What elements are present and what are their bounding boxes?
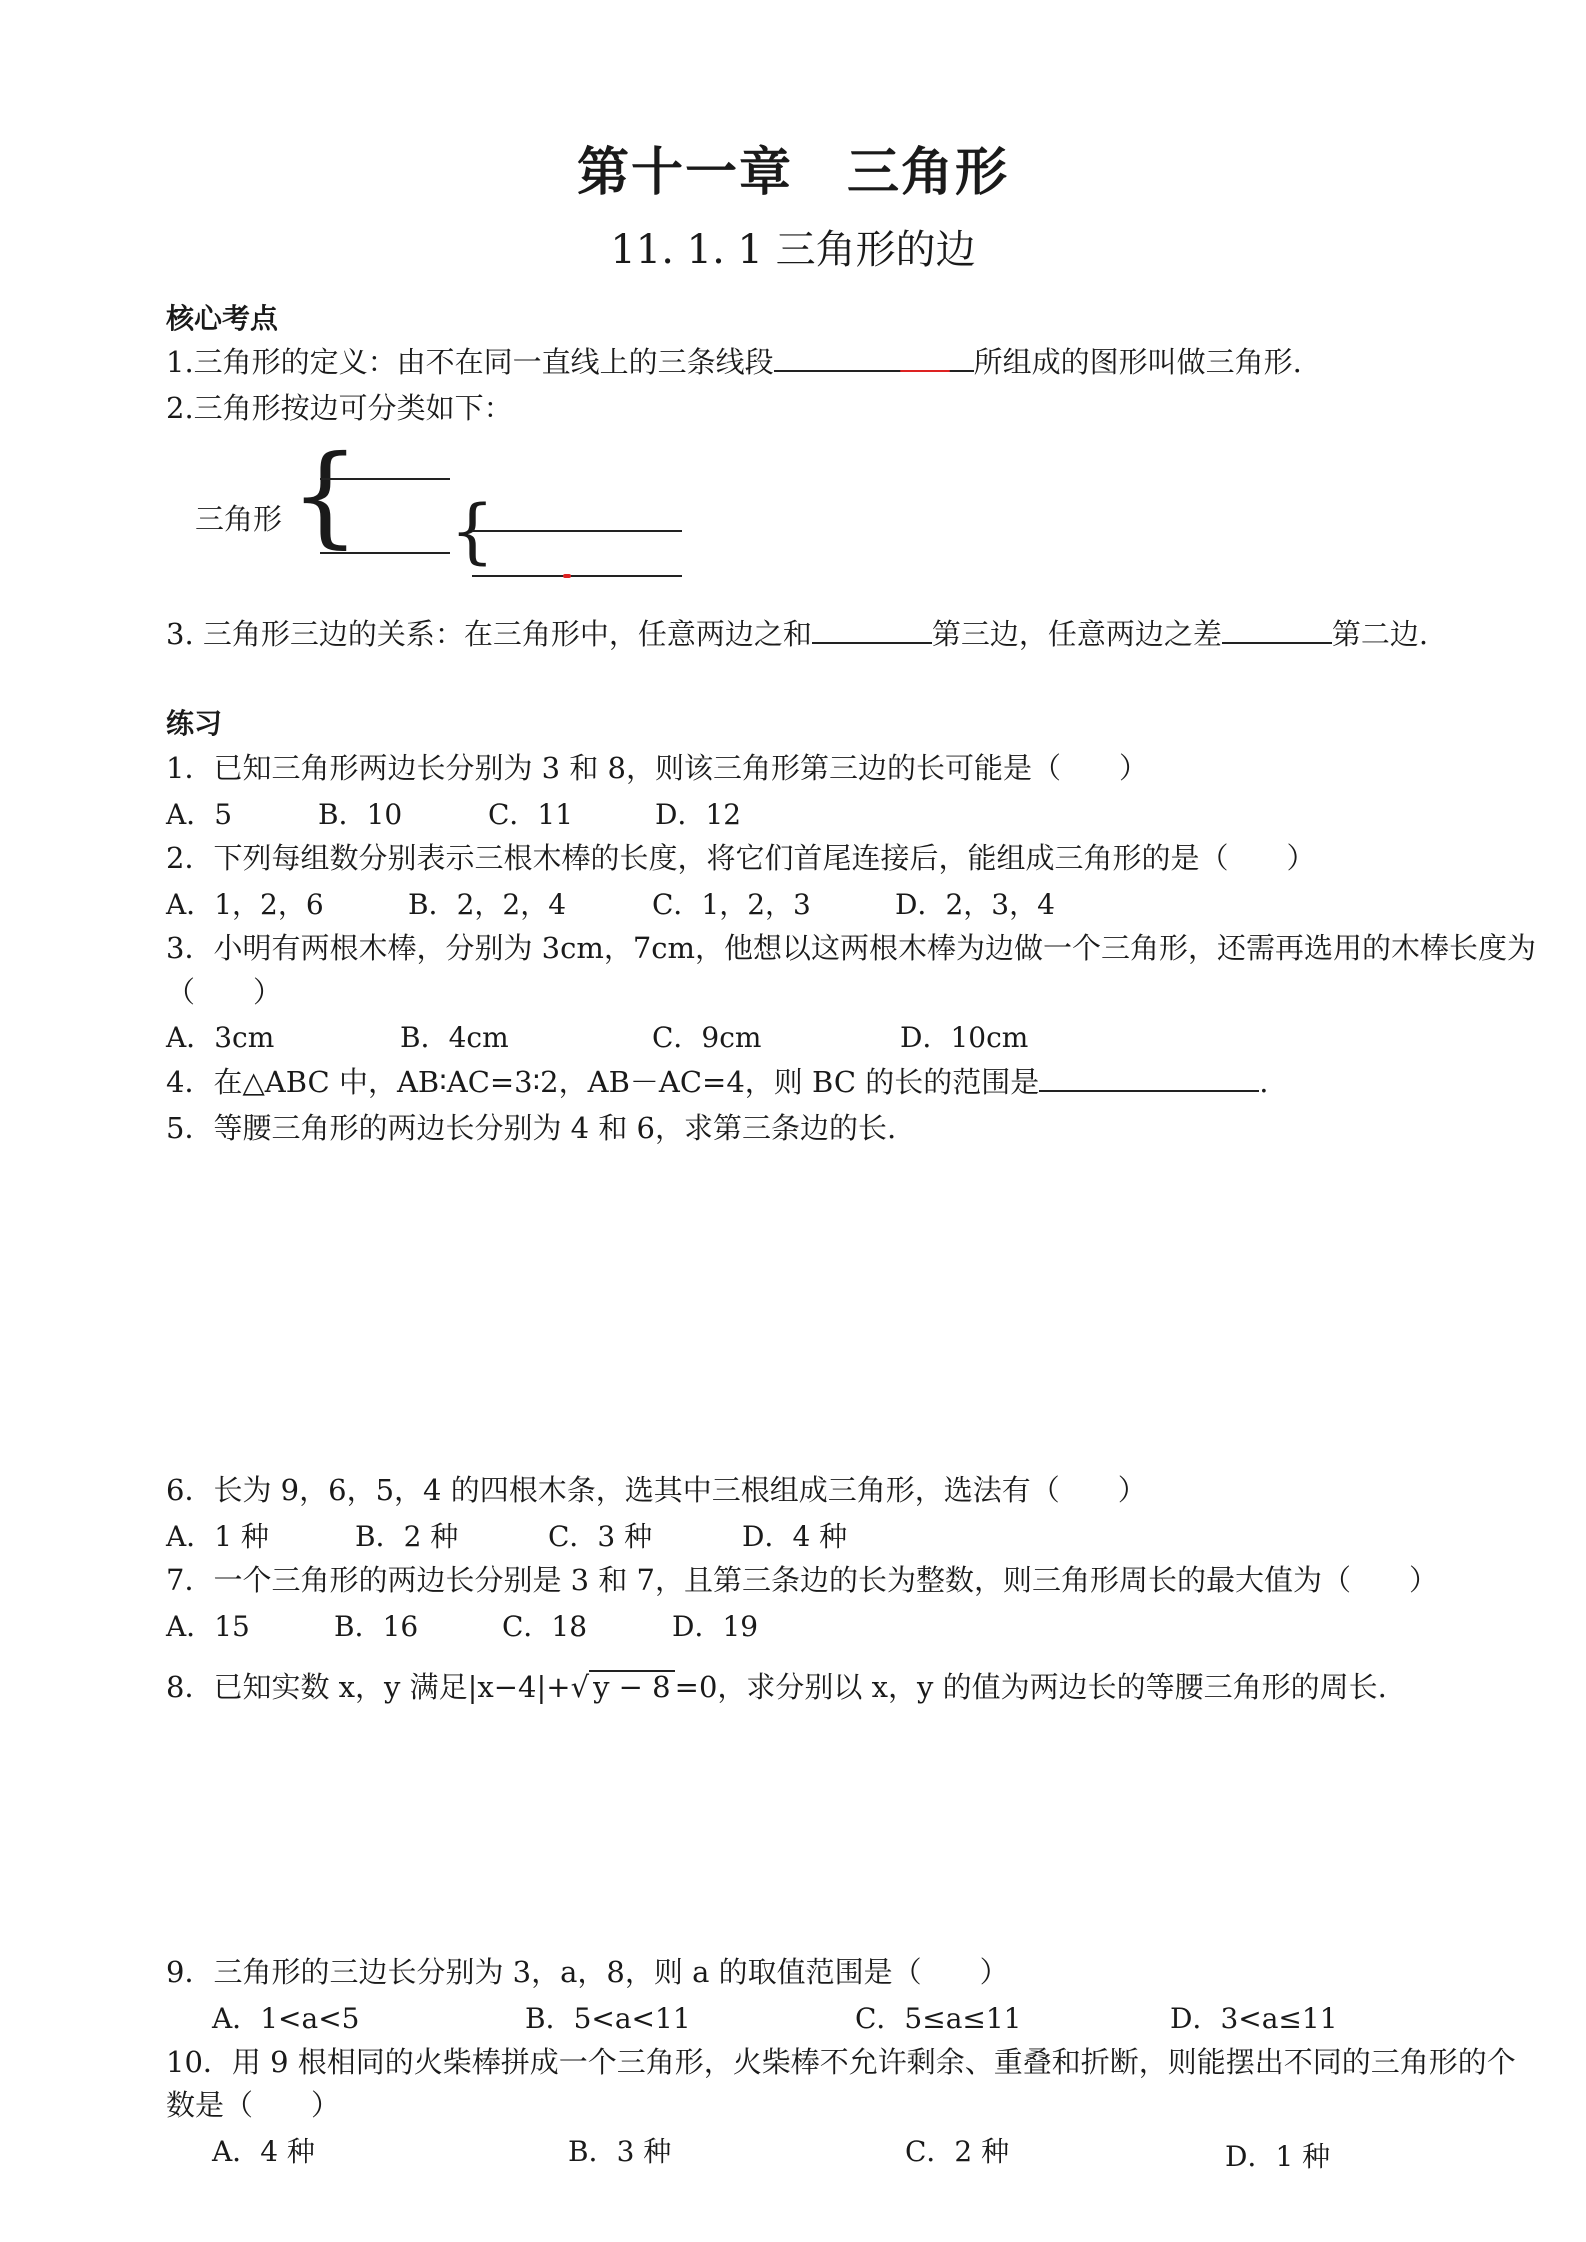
- brace-right: {: [450, 490, 495, 572]
- answer-blank[interactable]: [1222, 616, 1332, 644]
- question-8-suffix: =0，求分别以 x，y 的值为两边长的等腰三角形的周长.: [674, 1670, 1387, 1704]
- q9-option-d[interactable]: D．3<a≤11: [1170, 2002, 1338, 2035]
- q7-option-a[interactable]: A．15: [166, 1610, 250, 1643]
- q10-option-d[interactable]: D．1 种: [1225, 2140, 1331, 2173]
- question-3: 3．小明有两根木棒，分别为 3cm，7cm，他想以这两根木棒为边做一个三角形，还需再选用的木棒长度为: [166, 931, 1537, 965]
- q3-option-c[interactable]: C．9cm: [652, 1021, 762, 1054]
- question-1: 1．已知三角形两边长分别为 3 和 8，则该三角形第三边的长可能是（ ）: [166, 751, 1149, 785]
- core-point-3-mid: 第三边，任意两边之差: [931, 617, 1222, 651]
- question-5: 5．等腰三角形的两边长分别为 4 和 6，求第三条边的长.: [166, 1111, 897, 1145]
- q3-option-b[interactable]: B．4cm: [400, 1021, 509, 1054]
- question-10-line2: 数是（ ）: [166, 2088, 341, 2122]
- red-pen-mark: [563, 574, 571, 578]
- core-point-1-text: 1.三角形的定义：由不在同一直线上的三条线段: [166, 345, 774, 379]
- answer-blank[interactable]: [812, 616, 932, 644]
- brace-left: {: [290, 431, 360, 559]
- q1-option-a[interactable]: A．5: [166, 798, 233, 831]
- practice-heading: 练习: [166, 707, 223, 740]
- core-point-3-suffix: 第二边.: [1331, 617, 1429, 651]
- question-8: [166, 1665, 1387, 1706]
- question-4: [166, 1060, 1268, 1101]
- chapter-title: 第十一章 三角形: [576, 142, 1009, 203]
- classification-blank-3[interactable]: [472, 530, 682, 532]
- q9-option-c[interactable]: C．5≤a≤11: [855, 2002, 1022, 2035]
- question-8-text: 8．已知实数 x，y 满足|x−4|+: [166, 1670, 571, 1704]
- question-2: 2．下列每组数分别表示三根木棒的长度，将它们首尾连接后，能组成三角形的是（ ）: [166, 841, 1316, 875]
- tree-root-label: 三角形: [195, 502, 283, 536]
- classification-blank-4[interactable]: [472, 575, 682, 577]
- core-heading: 核心考点: [166, 302, 279, 335]
- q7-option-c[interactable]: C．18: [502, 1610, 588, 1643]
- core-point-2: 2.三角形按边可分类如下：: [166, 391, 513, 425]
- question-4-text: 4．在△ABC 中，AB∶AC=3∶2，AB－AC=4，则 BC 的长的范围是: [166, 1065, 1040, 1099]
- question-9: 9．三角形的三边长分别为 3，a，8，则 a 的取值范围是（ ）: [166, 1955, 1009, 1989]
- q2-option-a[interactable]: A．1，2，6: [166, 888, 324, 921]
- q3-option-d[interactable]: D．10cm: [900, 1021, 1029, 1054]
- q6-option-c[interactable]: C．3 种: [548, 1520, 653, 1553]
- q6-option-d[interactable]: D．4 种: [742, 1520, 848, 1553]
- red-pen-mark: [900, 370, 950, 372]
- q7-option-b[interactable]: B．16: [334, 1610, 419, 1643]
- question-3-bracket: （ ）: [166, 975, 283, 1009]
- q9-option-a[interactable]: A．1<a<5: [212, 2002, 360, 2035]
- q9-option-b[interactable]: B．5<a<11: [525, 2002, 691, 2035]
- sqrt-content: y − 8: [589, 1670, 675, 1702]
- classification-blank-2[interactable]: [320, 552, 450, 554]
- q3-option-a[interactable]: A．3cm: [166, 1021, 275, 1054]
- classification-blank-1[interactable]: [320, 478, 450, 480]
- question-10: 10．用 9 根相同的火柴棒拼成一个三角形，火柴棒不允许剩余、重叠和折断，则能摆出不同的三角形的个: [166, 2045, 1516, 2079]
- core-point-3-text: 3. 三角形三边的关系：在三角形中，任意两边之和: [166, 617, 812, 651]
- q1-option-c[interactable]: C．11: [488, 798, 574, 831]
- answer-blank[interactable]: [1039, 1064, 1259, 1092]
- q6-option-b[interactable]: B．2 种: [355, 1520, 459, 1553]
- q10-option-c[interactable]: C．2 种: [905, 2135, 1010, 2168]
- q1-option-d[interactable]: D．12: [655, 798, 742, 831]
- sqrt-sign: √: [570, 1670, 590, 1704]
- q2-option-b[interactable]: B．2，2，4: [408, 888, 567, 921]
- core-point-1-suffix: 所组成的图形叫做三角形.: [973, 345, 1302, 379]
- q2-option-c[interactable]: C．1，2，3: [652, 888, 811, 921]
- q2-option-d[interactable]: D．2，3，4: [895, 888, 1055, 921]
- q6-option-a[interactable]: A．1 种: [166, 1520, 269, 1553]
- q1-option-b[interactable]: B．10: [318, 798, 403, 831]
- core-point-1: [166, 340, 1302, 381]
- q10-option-a[interactable]: A．4 种: [212, 2135, 315, 2168]
- q7-option-d[interactable]: D．19: [672, 1610, 759, 1643]
- question-7: 7．一个三角形的两边长分别是 3 和 7，且第三条边的长为整数，则三角形周长的最大值为（ ）: [166, 1563, 1439, 1597]
- core-point-3: [166, 612, 1428, 653]
- question-4-suffix: .: [1259, 1065, 1269, 1099]
- answer-blank[interactable]: [774, 344, 974, 372]
- section-title: 11. 1. 1 三角形的边: [610, 227, 976, 273]
- question-6: 6．长为 9，6，5，4 的四根木条，选其中三根组成三角形，选法有（ ）: [166, 1473, 1147, 1507]
- q10-option-b[interactable]: B．3 种: [568, 2135, 672, 2168]
